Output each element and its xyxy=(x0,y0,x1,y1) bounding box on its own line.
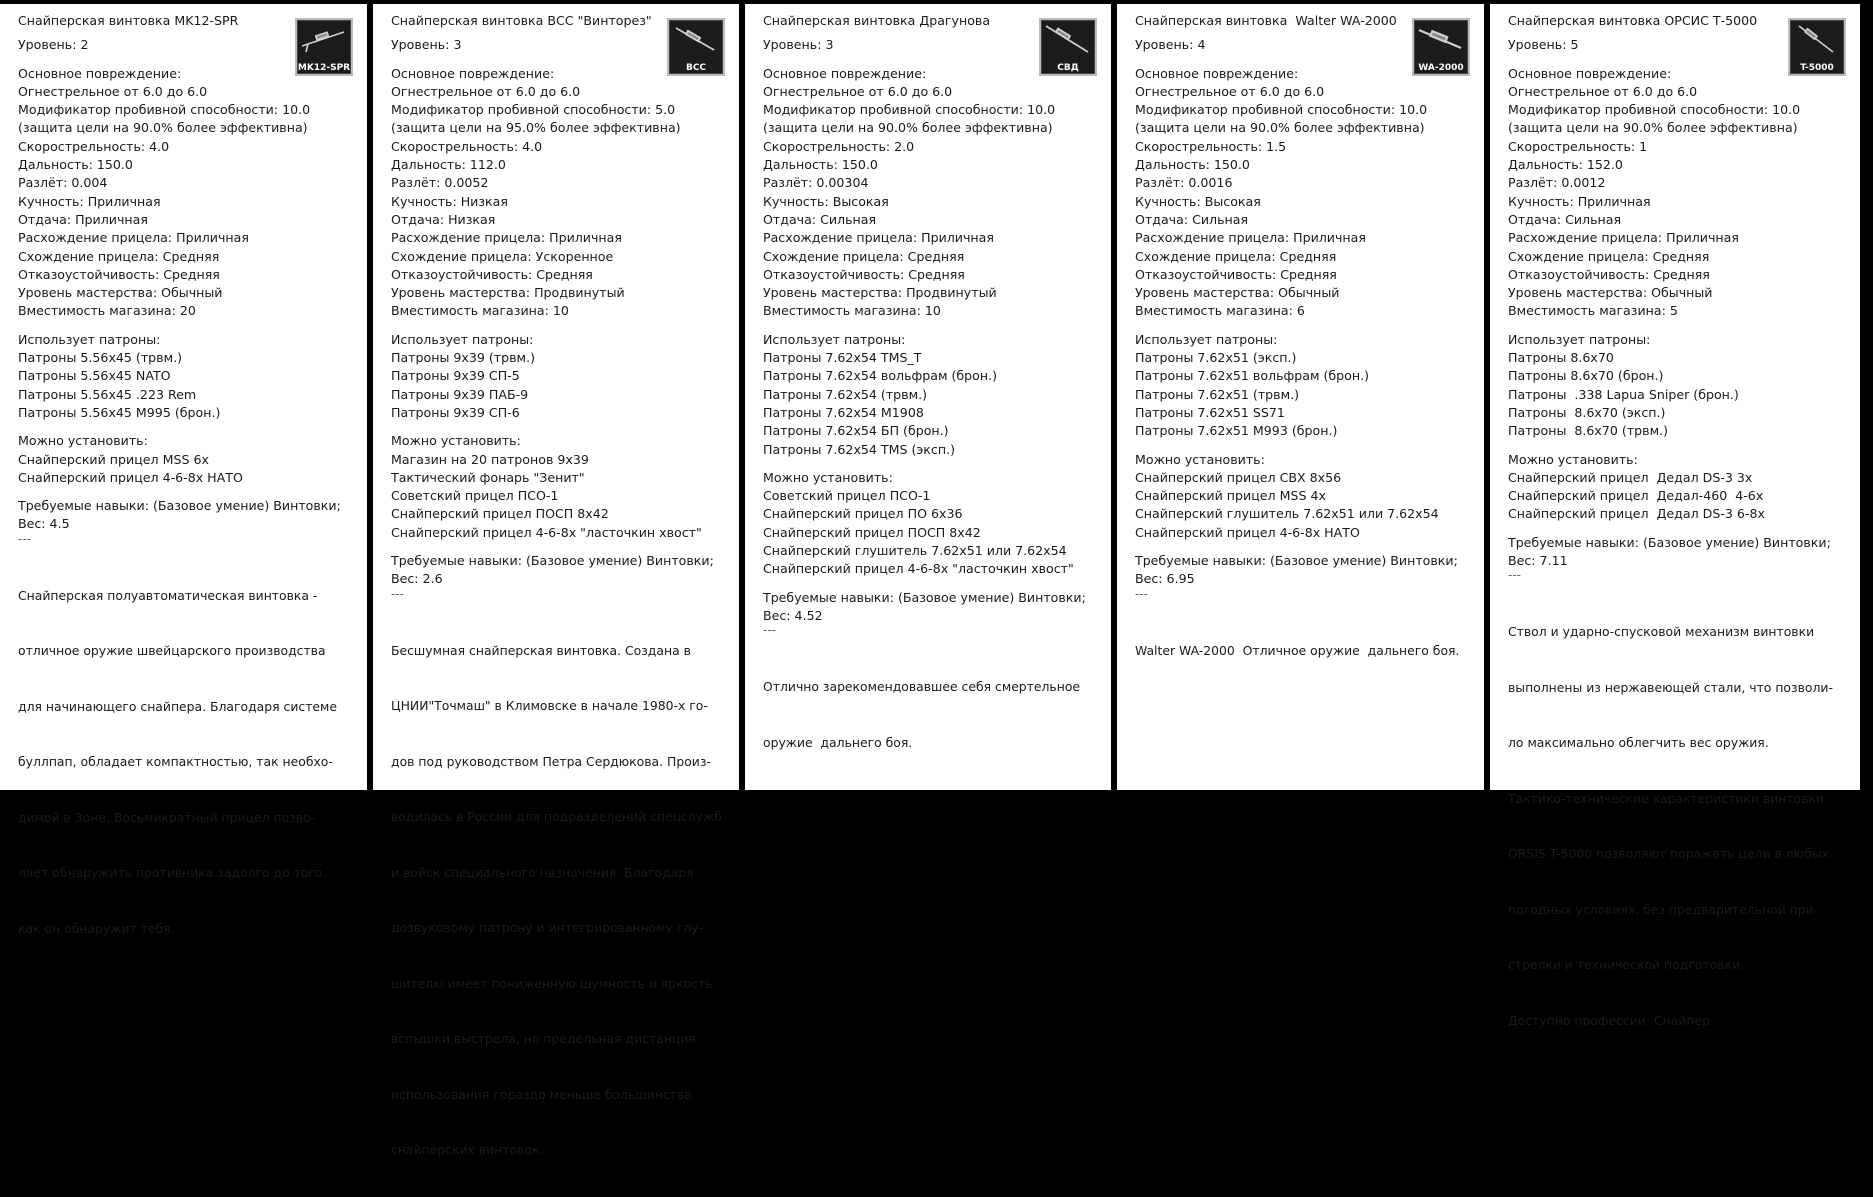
stats-list xyxy=(1135,65,1478,321)
weapon-level: Уровень: 4 xyxy=(1135,37,1206,53)
stat-line: Огнестрельное от 6.0 до 6.0 xyxy=(763,83,953,99)
icon-caption: ВСС xyxy=(685,63,707,73)
stat-line: Вместимость магазина: 5 xyxy=(1508,303,1678,319)
description-line: выполнены из нержавеющей стали, что позволи- xyxy=(1508,679,1833,695)
ammo-item: Патроны 7.62x54 TMS (эксп.) xyxy=(763,441,955,457)
stat-line: Расхождение прицела: Приличная xyxy=(763,230,994,246)
ammo-item: Патроны 8.6x70 (эксп.) xyxy=(1508,404,1666,420)
ammo-header: Использует патроны: xyxy=(763,331,906,347)
stat-line: Основное повреждение: xyxy=(391,65,555,81)
skills-required: Требуемые навыки: (Базовое умение) Винтовки; xyxy=(1135,553,1458,569)
stat-line: Разлёт: 0.0012 xyxy=(1508,175,1606,191)
stat-line: Отказоустойчивость: Средняя xyxy=(1135,266,1337,282)
stat-line: Отказоустойчивость: Средняя xyxy=(763,266,965,282)
description-line: как он обнаружит тебя. xyxy=(18,920,175,936)
icon-caption: T-5000 xyxy=(1800,63,1834,73)
stat-line: Уровень мастерства: Продвинутый xyxy=(391,285,625,301)
weapon-title: Снайперская винтовка MK12-SPR xyxy=(18,13,239,28)
stat-line: Огнестрельное от 6.0 до 6.0 xyxy=(1135,83,1325,99)
stat-line: Вместимость магазина: 10 xyxy=(763,303,941,319)
mod-item: Снайперский прицел CBX 8x56 xyxy=(1135,469,1342,485)
stat-line: Кучность: Высокая xyxy=(763,193,889,209)
ammo-item: Патроны 8.6x70 xyxy=(1508,350,1614,366)
stat-line: Дальность: 152.0 xyxy=(1508,157,1623,173)
weapon-card-mk12 xyxy=(0,4,367,936)
description xyxy=(391,605,733,1197)
rifle-icon xyxy=(295,18,353,76)
rifle-icon xyxy=(1788,18,1846,76)
stat-line: Расхождение прицела: Приличная xyxy=(1135,230,1366,246)
description xyxy=(18,550,361,976)
ammo-item: Патроны 5.56x45 (трвм.) xyxy=(18,350,183,366)
weapon-level: Уровень: 3 xyxy=(763,37,834,53)
separator: --- xyxy=(18,531,31,546)
ammo-item: Патроны 8.6x70 (трвм.) xyxy=(1508,423,1668,439)
stat-line: Дальность: 150.0 xyxy=(18,157,133,173)
ammo-header: Использует патроны: xyxy=(1508,331,1651,347)
separator: --- xyxy=(1135,586,1148,601)
mod-item: Снайперский глушитель 7.62x51 или 7.62x54 xyxy=(1135,506,1439,522)
stat-line: Дальность: 150.0 xyxy=(1135,157,1250,173)
description-line: Ствол и ударно-спусковой механизм винтовки xyxy=(1508,624,1815,640)
stat-line: (защита цели на 90.0% более эффективна) xyxy=(1508,120,1798,136)
stat-line: Отказоустойчивость: Средняя xyxy=(18,266,220,282)
stat-line: Скорострельность: 1.5 xyxy=(1135,138,1287,154)
stat-line: Разлёт: 0.00304 xyxy=(763,175,869,191)
stats-list xyxy=(1508,65,1854,321)
icon-caption: WA-2000 xyxy=(1418,63,1464,73)
ammo-item: Патроны 5.56x45 .223 Rem xyxy=(18,386,197,402)
stat-line: Отказоустойчивость: Средняя xyxy=(1508,266,1710,282)
ammo-header: Использует патроны: xyxy=(18,331,161,347)
weight: Вес: 7.11 xyxy=(1508,553,1568,569)
icon-caption: СВД xyxy=(1057,63,1079,73)
ammo-item: Патроны 9x39 ПАБ-9 xyxy=(391,386,529,402)
weight: Вес: 4.52 xyxy=(763,607,823,623)
mod-item: Тактический фонарь "Зенит" xyxy=(391,469,585,485)
stat-line: Расхождение прицела: Приличная xyxy=(391,230,622,246)
stat-line: Расхождение прицела: Приличная xyxy=(18,230,249,246)
mods-header: Можно установить: xyxy=(391,433,521,449)
description-line: Walter WA-2000 Отличное оружие дальнего боя. xyxy=(1135,642,1460,658)
ammo-header: Использует патроны: xyxy=(1135,331,1278,347)
ammo-item: Патроны 7.62x51 вольфрам (брон.) xyxy=(1135,368,1370,384)
description-line: ORSIS T-5000 позволяют поражать цели в любых xyxy=(1508,846,1829,862)
stat-line: Разлёт: 0.0052 xyxy=(391,175,489,191)
stat-line: Уровень мастерства: Продвинутый xyxy=(763,285,997,301)
weight: Вес: 4.5 xyxy=(18,516,70,532)
weapon-card-wa2000 xyxy=(1117,4,1484,790)
ammo-header: Использует патроны: xyxy=(391,331,534,347)
separator: --- xyxy=(763,623,776,638)
stat-line: Разлёт: 0.0016 xyxy=(1135,175,1233,191)
mod-item: Снайперский прицел ПОСП 8x42 xyxy=(391,506,609,522)
description-line: Снайперская полуавтоматическая винтовка - xyxy=(18,587,318,603)
description-line: для начинающего снайпера. Благодаря системе xyxy=(18,698,338,714)
weapon-title: Снайперская винтовка ОРСИС Т-5000 xyxy=(1508,13,1758,28)
weight: Вес: 2.6 xyxy=(391,571,443,587)
stat-line: Скорострельность: 1 xyxy=(1508,138,1648,154)
ammo-item: Патроны 7.62x54 БП (брон.) xyxy=(763,423,949,439)
mod-item: Снайперский прицел Дедал DS-3 3x xyxy=(1508,469,1753,485)
ammo-item: Патроны 7.62x54 TMS_T xyxy=(763,350,922,366)
stat-line: Основное повреждение: xyxy=(1135,65,1299,81)
stat-line: Дальность: 112.0 xyxy=(391,157,506,173)
mod-item: Советский прицел ПСО-1 xyxy=(391,488,559,504)
stat-line: Уровень мастерства: Обычный xyxy=(1135,285,1340,301)
stat-line: Расхождение прицела: Приличная xyxy=(1508,230,1739,246)
skills-required: Требуемые навыки: (Базовое умение) Винтовки; xyxy=(391,553,714,569)
description-line: оружие дальнего боя. xyxy=(763,734,913,750)
stat-line: Схождение прицела: Средняя xyxy=(1508,248,1710,264)
rifle-icon xyxy=(1412,18,1470,76)
stats-list xyxy=(763,65,1105,321)
stat-line: Огнестрельное от 6.0 до 6.0 xyxy=(1508,83,1698,99)
stat-line: Отдача: Сильная xyxy=(1135,211,1249,227)
stat-line: Кучность: Приличная xyxy=(1508,193,1651,209)
description-line: вспышки выстрела, но предельная дистанция xyxy=(391,1031,696,1047)
stat-line: Отдача: Низкая xyxy=(391,211,496,227)
mod-item: Снайперский прицел Дедал DS-3 6-8x xyxy=(1508,506,1765,522)
ammo-item: Патроны 7.62x51 SS71 xyxy=(1135,404,1285,420)
description-line: использования гораздо меньше большинства xyxy=(391,1086,692,1102)
stat-line: Модификатор пробивной способности: 10.0 xyxy=(18,102,311,118)
stat-line: Основное повреждение: xyxy=(18,65,182,81)
stat-line: Отказоустойчивость: Средняя xyxy=(391,266,593,282)
stat-line: Скорострельность: 2.0 xyxy=(763,138,915,154)
description-line: отличное оружие швейцарского производства xyxy=(18,643,326,659)
stat-line: Основное повреждение: xyxy=(763,65,927,81)
description-line: димой в Зоне. Восьмикратный прицел позво- xyxy=(18,809,316,825)
stat-line: Основное повреждение: xyxy=(1508,65,1672,81)
separator: --- xyxy=(391,586,404,601)
description xyxy=(1135,605,1478,698)
mod-item: Советский прицел ПСО-1 xyxy=(763,488,931,504)
mod-item: Снайперский прицел MSS 6x xyxy=(18,451,209,467)
stat-line: Кучность: Приличная xyxy=(18,193,161,209)
ammo-item: Патроны 7.62x51 M993 (брон.) xyxy=(1135,423,1338,439)
stat-line: Вместимость магазина: 6 xyxy=(1135,303,1305,319)
stat-line: Схождение прицела: Средняя xyxy=(1135,248,1337,264)
mod-item: Снайперский прицел Дедал-460 4-6x xyxy=(1508,488,1764,504)
mod-item: Снайперский прицел 4-6-8x "ласточкин хвост" xyxy=(763,561,1074,577)
ammo-item: Патроны 7.62x54 (трвм.) xyxy=(763,386,928,402)
description-line: Отлично зарекомендовавшее себя смертельное xyxy=(763,679,1081,695)
stat-line: Уровень мастерства: Обычный xyxy=(1508,285,1713,301)
stat-line: Дальность: 150.0 xyxy=(763,157,878,173)
stat-line: Кучность: Высокая xyxy=(1135,193,1261,209)
description-line: ляет обнаружить противника задолго до того, xyxy=(18,865,327,881)
stat-line: Модификатор пробивной способности: 10.0 xyxy=(763,102,1056,118)
description-line: Тактико-технические характеристики винтовки xyxy=(1508,790,1824,806)
description-line: снайперских винтовок. xyxy=(391,1142,544,1158)
stat-line: (защита цели на 90.0% более эффективна) xyxy=(18,120,308,136)
stat-line: Уровень мастерства: Обычный xyxy=(18,285,223,301)
description-line: стрелки и технической подготовки. xyxy=(1508,957,1744,973)
description-line: погодных условиях, без предварительной при- xyxy=(1508,901,1819,917)
description-line: и войск специального назначения. Благодаря xyxy=(391,864,694,880)
stat-line: Скорострельность: 4.0 xyxy=(18,138,170,154)
stat-line: Разлёт: 0.004 xyxy=(18,175,108,191)
stat-line: Модификатор пробивной способности: 10.0 xyxy=(1508,102,1801,118)
ammo-item: Патроны 9x39 (трвм.) xyxy=(391,350,535,366)
weapon-level: Уровень: 3 xyxy=(391,37,462,53)
description-line: Бесшумная снайперская винтовка. Создана в xyxy=(391,642,691,658)
mods-header: Можно установить: xyxy=(763,469,893,485)
ammo-item: Патроны 9x39 СП-5 xyxy=(391,368,520,384)
ammo-item: Патроны 9x39 СП-6 xyxy=(391,404,520,420)
description-line: дозвуковому патрону и интегрированному глу- xyxy=(391,920,704,936)
separator: --- xyxy=(1508,568,1521,583)
ammo-item: Патроны 5.56x45 M995 (брон.) xyxy=(18,404,221,420)
description-line: Доступно профессии: Снайпер. xyxy=(1508,1012,1714,1028)
mod-item: Снайперский прицел ПО 6x36 xyxy=(763,506,963,522)
description-line: буллпап, обладает компактностью, так необхо- xyxy=(18,754,333,770)
mod-item: Снайперский прицел MSS 4x xyxy=(1135,488,1326,504)
weapon-card-svd xyxy=(745,4,1111,790)
description-line: дов под руководством Петра Сердюкова. Произ- xyxy=(391,753,711,769)
mods-header: Можно установить: xyxy=(1135,451,1265,467)
stat-line: (защита цели на 90.0% более эффективна) xyxy=(1135,120,1425,136)
ammo-item: Патроны 8.6x70 (брон.) xyxy=(1508,368,1664,384)
weapon-title: Снайперская винтовка ВСС "Винторез" xyxy=(391,13,652,28)
mod-item: Снайперский прицел 4-6-8x "ласточкин хвост" xyxy=(391,524,702,540)
stats-list xyxy=(391,65,733,321)
stat-line: Кучность: Низкая xyxy=(391,193,508,209)
mod-item: Магазин на 20 патронов 9x39 xyxy=(391,451,589,467)
weapon-card-vss xyxy=(373,4,739,1158)
icon-caption: MK12-SPR xyxy=(297,63,351,73)
rifle-icon xyxy=(1039,18,1097,76)
stat-line: (защита цели на 90.0% более эффективна) xyxy=(763,120,1053,136)
rifle-icon xyxy=(667,18,725,76)
stats-list xyxy=(18,65,361,321)
stat-line: Отдача: Сильная xyxy=(763,211,877,227)
stat-line: Модификатор пробивной способности: 5.0 xyxy=(391,102,676,118)
stat-line: Вместимость магазина: 20 xyxy=(18,303,196,319)
mod-item: Снайперский прицел 4-6-8x НАТО xyxy=(18,469,243,485)
weapon-title: Снайперская винтовка Драгунова xyxy=(763,13,991,28)
mod-item: Снайперский глушитель 7.62x51 или 7.62x54 xyxy=(763,543,1067,559)
description xyxy=(763,641,1105,789)
stat-line: Схождение прицела: Ускоренное xyxy=(391,248,614,264)
ammo-item: Патроны 7.62x51 (трвм.) xyxy=(1135,386,1300,402)
mods-header: Можно установить: xyxy=(18,433,148,449)
stat-line: Отдача: Приличная xyxy=(18,211,148,227)
skills-required: Требуемые навыки: (Базовое умение) Винтовки; xyxy=(763,589,1086,605)
ammo-item: Патроны 7.62x51 (эксп.) xyxy=(1135,350,1297,366)
mod-item: Снайперский прицел 4-6-8x НАТО xyxy=(1135,524,1360,540)
ammo-item: Патроны 7.62x54 вольфрам (брон.) xyxy=(763,368,998,384)
description-line: ЦНИИ"Точмаш" в Климовске в начале 1980-х го- xyxy=(391,698,708,714)
weapon-level: Уровень: 5 xyxy=(1508,37,1579,53)
mod-item: Снайперский прицел ПОСП 8x42 xyxy=(763,524,981,540)
stat-line: Схождение прицела: Средняя xyxy=(763,248,965,264)
stat-line: (защита цели на 95.0% более эффективна) xyxy=(391,120,681,136)
weight: Вес: 6.95 xyxy=(1135,571,1195,587)
skills-required: Требуемые навыки: (Базовое умение) Винтовки; xyxy=(18,498,341,514)
description xyxy=(1508,586,1854,1067)
stat-line: Отдача: Сильная xyxy=(1508,211,1622,227)
weapon-title: Снайперская винтовка Walter WA-2000 xyxy=(1135,13,1397,28)
ammo-item: Патроны 7.62x54 M1908 xyxy=(763,404,924,420)
description-line: водилась в России для подразделений спецслужб xyxy=(391,809,722,825)
weapon-level: Уровень: 2 xyxy=(18,37,89,53)
stat-line: Огнестрельное от 6.0 до 6.0 xyxy=(391,83,581,99)
description-line: шителю имеет пониженную шумность и яркость xyxy=(391,975,713,991)
stat-line: Модификатор пробивной способности: 10.0 xyxy=(1135,102,1428,118)
description-line: ло максимально облегчить вес оружия. xyxy=(1508,735,1769,751)
skills-required: Требуемые навыки: (Базовое умение) Винтовки; xyxy=(1508,534,1831,550)
stat-line: Схождение прицела: Средняя xyxy=(18,248,220,264)
ammo-item: Патроны .338 Lapua Sniper (брон.) xyxy=(1508,386,1739,402)
mods-header: Можно установить: xyxy=(1508,451,1638,467)
stat-line: Скорострельность: 4.0 xyxy=(391,138,543,154)
ammo-item: Патроны 5.56x45 NATO xyxy=(18,368,171,384)
weapon-card-t5000 xyxy=(1490,4,1860,1028)
stat-line: Вместимость магазина: 10 xyxy=(391,303,569,319)
stat-line: Огнестрельное от 6.0 до 6.0 xyxy=(18,83,208,99)
